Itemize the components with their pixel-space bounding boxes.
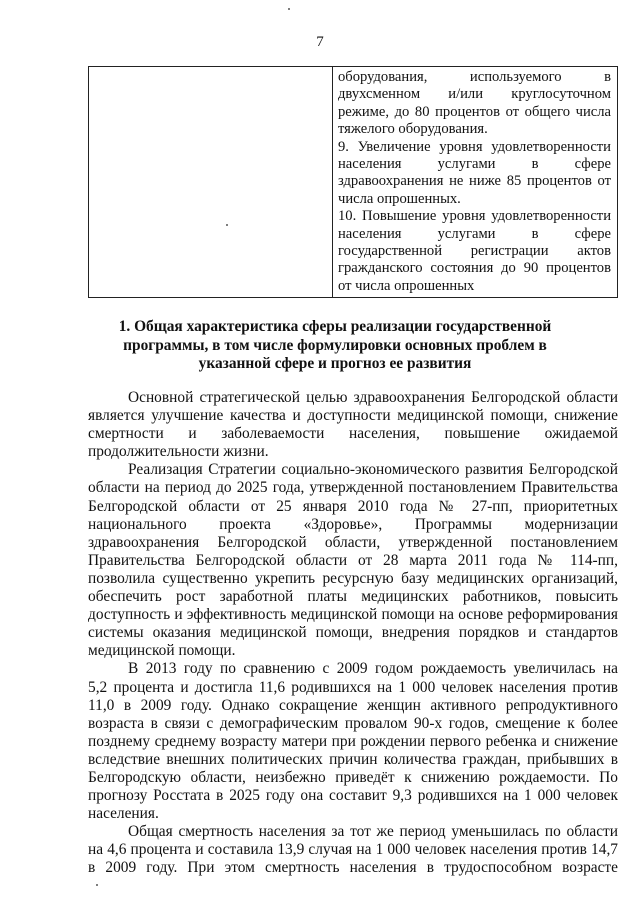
text-line: Правительства Белгородской области от 28 марта 2011 года № 114-пп,	[88, 551, 618, 569]
text-line: национального проекта «Здоровье», Программы модернизации	[88, 515, 618, 533]
table-line: двухсменном и/или круглосуточном	[338, 86, 611, 103]
text-line: здравоохранения Белгородской области, утвержденной постановлением	[88, 533, 618, 551]
table-line: 9. Увеличение уровня удовлетворенности	[338, 138, 611, 155]
text-line: продолжительности жизни.	[88, 443, 269, 461]
text-line: обеспечить рост заработной платы медицинских работников, повысить	[88, 588, 618, 606]
text-line: Реализация Стратегии социально-экономического развития Белгородской	[128, 461, 618, 479]
text-line: смертности и заболеваемости населения, повышение ожидаемой	[88, 425, 618, 443]
text-line: 11,0 в 2009 году. Однако сокращение женщин активного репродуктивного	[88, 696, 618, 714]
text-line: вследствие внешних политических причин количества граждан, прибывших в	[88, 750, 618, 768]
table-line: режиме, до 80 процентов от общего числа	[338, 103, 611, 120]
heading-line: 1. Общая характеристика сферы реализации государственной	[118, 318, 552, 335]
section-heading	[100, 318, 570, 374]
text-line: Белгородскую области, неизбежно приведёт к снижению рождаемости. По	[88, 768, 618, 786]
body-text	[88, 389, 618, 878]
table-line: населения услугами в сфере	[338, 225, 611, 242]
paragraph	[88, 389, 618, 461]
table-line: 10. Повышение уровня удовлетворенности	[338, 208, 611, 225]
scan-speck	[288, 8, 290, 10]
targets-cell	[333, 67, 618, 298]
table-line: от числа опрошенных	[338, 277, 475, 294]
table-line: числа опрошенных.	[338, 190, 461, 207]
text-line: медицинской помощи.	[88, 642, 236, 660]
continuation-table	[88, 66, 618, 298]
text-line: позднему среднему возрасту матери при рождении первого ребенка и снижение	[88, 732, 618, 750]
table-line: здравоохранения не ниже 85 процентов от	[338, 173, 611, 190]
paragraph	[88, 823, 618, 877]
text-line: системы оказания медицинской помощи, внедрения порядков и стандартов	[88, 624, 618, 642]
text-line: В 2013 году по сравнению с 2009 годом рождаемость увеличилась на	[128, 660, 618, 678]
text-line: Общая смертность населения за тот же период уменьшилась по области	[128, 823, 618, 841]
heading-line: программы, в том числе формулировки основных проблем в	[123, 336, 547, 354]
text-line: позволила существенно укрепить ресурсную базу медицинских организаций,	[88, 569, 618, 587]
table-line: государственной регистрации актов	[338, 243, 611, 260]
text-line: прогнозу Росстата в 2025 году она составит 9,3 родившихся на 1 000 человек	[88, 787, 618, 805]
text-line: возраста в связи с демографическим провалом 90-х годов, смещение к более	[88, 714, 618, 732]
table-line: населения услугами в сфере	[338, 156, 611, 173]
heading-line: указанной сфере и прогноз ее развития	[198, 355, 472, 372]
page-number: 7	[316, 34, 324, 50]
text-line: Белгородской области от 25 января 2010 года № 27-пп, приоритетных	[88, 497, 618, 515]
text-line: области на период до 2025 года, утвержденной постановлением Правительства	[88, 479, 618, 497]
paragraph	[88, 461, 618, 660]
paragraph	[88, 660, 618, 823]
text-line: населения.	[88, 805, 159, 823]
text-line: Основной стратегической целью здравоохранения Белгородской области	[128, 389, 618, 406]
text-line: является улучшение качества и доступности медицинской помощи, снижение	[88, 407, 618, 425]
table-line: гражданского состояния до 90 процентов	[338, 260, 611, 277]
table-row	[89, 67, 618, 298]
text-line: в 2009 году. При этом смертность населения в трудоспособном возрасте	[88, 859, 618, 877]
table-line: оборудования, используемого в	[338, 69, 611, 85]
text-line: 5,2 процента и достигла 11,6 родившихся на 1 000 человек населения против	[88, 678, 618, 696]
text-line: доступность и эффективность медицинской помощи на основе реформирования	[88, 606, 618, 624]
text-line: на 4,6 процента и составила 13,9 случая на 1 000 человек населения против 14,7	[88, 841, 618, 859]
table-line: тяжелого оборудования.	[338, 121, 488, 138]
empty-left-cell	[89, 67, 333, 298]
scan-speck	[96, 884, 98, 886]
